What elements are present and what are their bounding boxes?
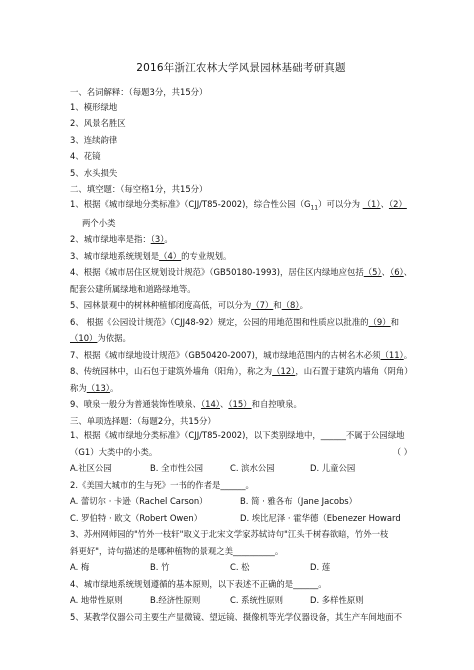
fill-question-1: 1、根据《城市绿地分类标准》（CJJ/T85-2002)，综合性公园$(G_{11})$可以分为 （1）、（2） (70, 198, 407, 212)
option-d: D. 多样性原则 (310, 595, 364, 606)
blank-3: （3） (150, 234, 165, 245)
term-item-4: 4、花镜 (70, 151, 101, 162)
term-item-5: 5、水头损失 (70, 167, 118, 178)
page-title: 2016年浙江农林大学风景园林基础考研真题 (136, 62, 346, 74)
fill-question-3: 3、城市绿地系统规划是（4）的专业规划。 (70, 250, 232, 261)
fill-question-8: 8、传统园林中，山石包于建筑外墙角（阳角），称之为（12），山石置于建筑内墙角（阴角） (70, 366, 413, 377)
blank-2: （2） (388, 198, 407, 209)
choice-question-5: 5、某教学仪器公司主要生产显微镜、望远镜、摄像机等光学仪器设备，其生产车间地面不 (70, 611, 402, 622)
choice-question-4: 4、城市绿地系统规划遵循的基本原则，以下表述不正确的是______。 (70, 578, 327, 589)
option-a: A.社区公园 (70, 463, 112, 474)
option-b: B. 竹 (150, 562, 170, 573)
blank-5: （5） (363, 267, 382, 278)
option-b: B. 全市性公园 (150, 463, 203, 474)
term-item-3: 3、连续韵律 (70, 134, 118, 145)
answer-blank: ______ (320, 430, 346, 441)
choice-question-3: 3、苏州网师园的"竹外一枝轩"取义于北宋文学家苏轼诗句"江头千树春欲暗，竹外一枝 (70, 529, 389, 540)
option-a: A. 梅 (70, 562, 90, 573)
fill-question-7: 7、根据《城市绿地设计规范》（GB50420-2007)，城市绿地范围内的古树名木必须（11）。 (70, 349, 413, 360)
option-a: A. 地带性原则 (70, 595, 123, 606)
answer-paren: （ ） (392, 446, 412, 457)
option-b: B.经济性原则 (150, 595, 201, 606)
choice-options-2b (70, 513, 412, 524)
option-c: C. 滨水公园 (230, 463, 275, 474)
choice-options-3 (70, 562, 412, 573)
blank-13: （13） (86, 382, 110, 393)
choice-question-3-cont: 斜更好"，诗句描述的是哪种植物的景观之美__________。 (70, 545, 284, 556)
answer-blank: __________ (232, 545, 275, 556)
blank-9: （9） (368, 316, 391, 327)
blank-6: （6） (390, 267, 404, 278)
blank-11: （11） (380, 349, 404, 360)
choice-question-1-cont: （G1）大类中的小类。 （ ） (70, 446, 412, 457)
fill-question-6-cont: （10）为依据。 (70, 333, 131, 344)
section-heading-terms: 一、名词解释：（每题3分，共15分） (70, 87, 208, 98)
option-d: D. 埃比尼泽 · 霍华德（Ebenezer Howard (240, 512, 401, 523)
option-c: C. 松 (230, 562, 250, 573)
option-d: D. 儿童公园 (310, 463, 356, 474)
section-heading-choice: 三、单项选择题：（每题2分，共15分） (70, 415, 216, 426)
fill-question-4: 4、根据《城市居住区规划设计规范》（GB50180-1993)，居住区内绿地应包括（5）、（6）、 (70, 267, 413, 278)
choice-options-2a (70, 496, 412, 507)
blank-4: （4） (159, 250, 182, 261)
choice-options-1 (70, 463, 412, 474)
term-item-1: 1、模形绿地 (70, 101, 118, 112)
fill-question-4-cont: 配套公建所属绿地和道路绿地等。 (70, 283, 196, 294)
blank-14: （14） (200, 399, 220, 410)
option-d: D. 莲 (310, 562, 331, 573)
choice-question-1: 1、根据《城市绿地分类标准》（CJJ/T85-2002)，以下类别绿地中，______不属于公园绿地 (70, 430, 405, 441)
fill-question-2: 2、城市绿地率是指：（3）。 (70, 234, 173, 245)
blank-15: （15） (228, 399, 252, 410)
blank-12: （12） (272, 366, 296, 377)
blank-1: （1） (362, 198, 381, 209)
answer-blank: ______ (293, 578, 319, 589)
option-a: A. 蕾切尔 · 卡逊（Rachel Carson） (70, 496, 208, 507)
fill-question-5: 5、园林景观中的树林种植郁闭度高低，可以分为（7）和（8）。 (70, 300, 308, 311)
term-item-2: 2、风景名胜区 (70, 118, 126, 129)
answer-blank: ______ (220, 479, 246, 490)
choice-question-2: 2.《美国大城市的生与死》一书的作者是______。 (70, 479, 254, 490)
section-heading-fill: 二、填空题：（每空格1分，共15分） (70, 184, 208, 195)
blank-10: （10） (70, 333, 98, 344)
choice-options-4 (70, 595, 412, 606)
fill-question-1-cont: 两个小类 (82, 217, 116, 228)
option-b: B. 简 · 雅各布（Jane Jacobs） (240, 496, 358, 507)
fill-question-6: 6、 根据《公园设计规范》（CJJ48-92）规定，公园的用地范围和性质应以批准的（9）和 (70, 316, 400, 327)
fill-question-8-cont: 称为（13）。 (70, 382, 119, 393)
blank-8: （8） (281, 300, 300, 311)
option-c: C. 系统性原则 (230, 595, 284, 606)
blank-7: （7） (251, 300, 274, 311)
fill-question-9: 9、喷泉一般分为普通装饰性喷泉、（14）、（15）和自控喷泉。 (70, 399, 302, 410)
option-c: C. 罗伯特 · 欧文（Robert Owen） (70, 512, 203, 523)
